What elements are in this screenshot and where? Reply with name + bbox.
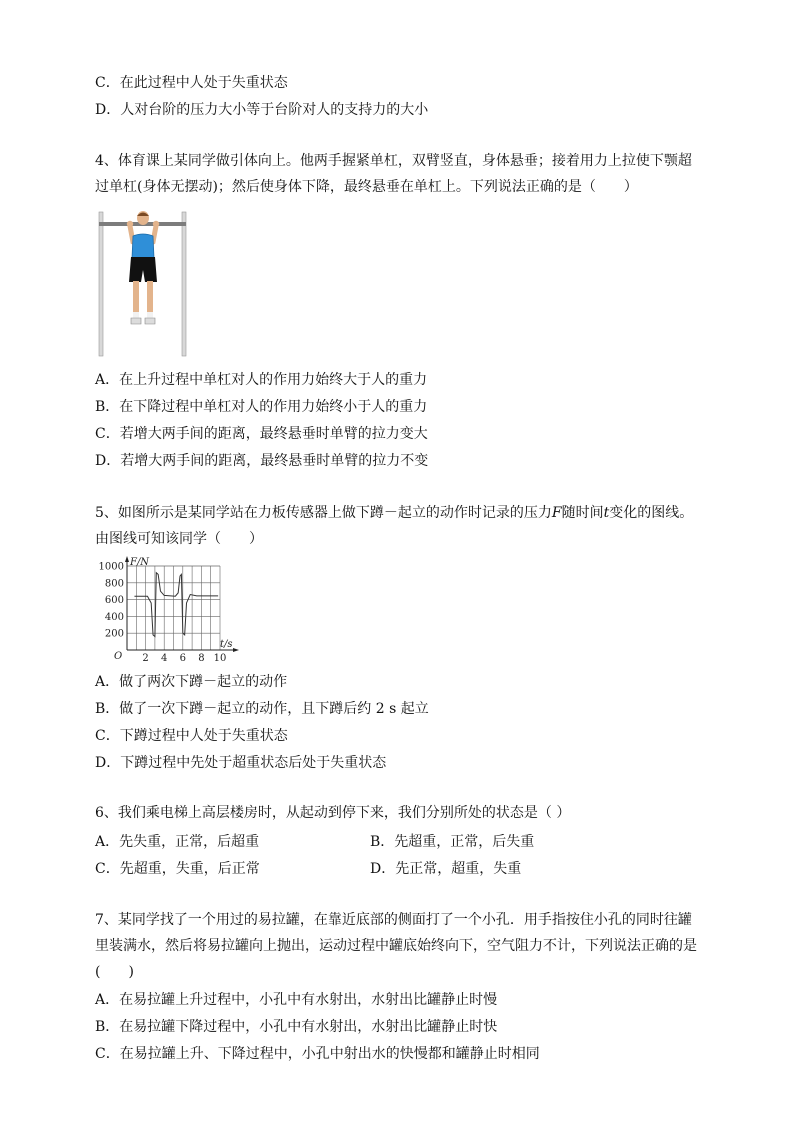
- q7-option-c: C．在易拉罐上升、下降过程中，小孔中射出水的快慢都和罐静止时相同: [95, 1046, 540, 1062]
- q6-option-a: A．先失重，正常，后超重: [95, 834, 260, 850]
- q5-stem: 5、如图所示是某同学站在力板传感器上做下蹲－起立的动作时记录的压力F随时间t变化的图线。由图线可知该同学（ ）: [95, 505, 694, 547]
- y-tick-label: 1000: [98, 561, 124, 573]
- q6-option-d: D．先正常，超重，失重: [370, 861, 522, 877]
- y-tick-label: 800: [104, 578, 124, 590]
- q5-option-b: B．做了一次下蹲－起立的动作，且下蹲后约 2 s 起立: [95, 701, 429, 717]
- y-axis-arrow: [125, 556, 129, 562]
- q4-option-a: A．在上升过程中单杠对人的作用力始终大于人的重力: [95, 372, 428, 388]
- force-time-chart: [94, 555, 244, 665]
- q5-option-a: A．做了两次下蹲－起立的动作: [95, 674, 288, 690]
- pull-up-illustration: [96, 210, 190, 358]
- x-tick-label: 4: [161, 653, 168, 664]
- q5-option-c: C．下蹲过程中人处于失重状态: [95, 728, 288, 744]
- q6-option-b: B．先超重，正常，后失重: [370, 834, 535, 850]
- q4-stem: 4、体育课上某同学做引体向上。他两手握紧单杠，双臂竖直，身体悬垂；接着用力上拉使下颚超过单杠(身体无摆动)；然后使身体下降，最终悬垂在单杠上。下列说法正确的是（ ）: [95, 153, 692, 195]
- q4-option-b: B．在下降过程中单杠对人的作用力始终小于人的重力: [95, 399, 428, 415]
- x-tick-label: 10: [213, 653, 227, 664]
- q3-option-c: C．在此过程中人处于失重状态: [95, 75, 288, 91]
- y-axis-label: F/N: [130, 557, 150, 568]
- q4-option-c: C．若增大两手间的距离，最终悬垂时单臂的拉力变大: [95, 426, 428, 442]
- q6-stem: 6、我们乘电梯上高层楼房时，从起动到停下来，我们分别所处的状态是（ ）: [95, 805, 571, 821]
- origin-label: O: [114, 651, 123, 662]
- q5-option-d: D．下蹲过程中先处于超重状态后处于失重状态: [95, 755, 387, 771]
- x-tick-label: 2: [142, 653, 149, 664]
- force-series-line: [134, 573, 218, 637]
- x-tick-label: 6: [179, 653, 186, 664]
- q7-option-a: A．在易拉罐上升过程中，小孔中有水射出，水射出比罐静止时慢: [95, 992, 498, 1008]
- x-axis-arrow: [233, 648, 239, 652]
- q7-option-b: B．在易拉罐下降过程中，小孔中有水射出，水射出比罐静止时快: [95, 1019, 498, 1035]
- q6-option-c: C．先超重，失重，后正常: [95, 861, 260, 877]
- y-tick-label: 400: [104, 611, 124, 623]
- chart-grid: [127, 566, 220, 650]
- q3-option-d: D．人对台阶的压力大小等于台阶对人的支持力的大小: [95, 102, 429, 118]
- y-tick-label: 200: [104, 628, 124, 640]
- y-tick-label: 600: [104, 595, 124, 607]
- q4-option-d: D．若增大两手间的距离，最终悬垂时单臂的拉力不变: [95, 453, 429, 469]
- q7-stem: 7、某同学找了一个用过的易拉罐，在靠近底部的侧面打了一个小孔．用手指按住小孔的同时往罐里装满水，然后将易拉罐向上抛出，运动过程中罐底始终向下，空气阻力不计，下列说法正确的是( ): [95, 912, 697, 980]
- x-tick-label: 8: [198, 653, 205, 664]
- x-axis-label: t/s: [220, 639, 233, 650]
